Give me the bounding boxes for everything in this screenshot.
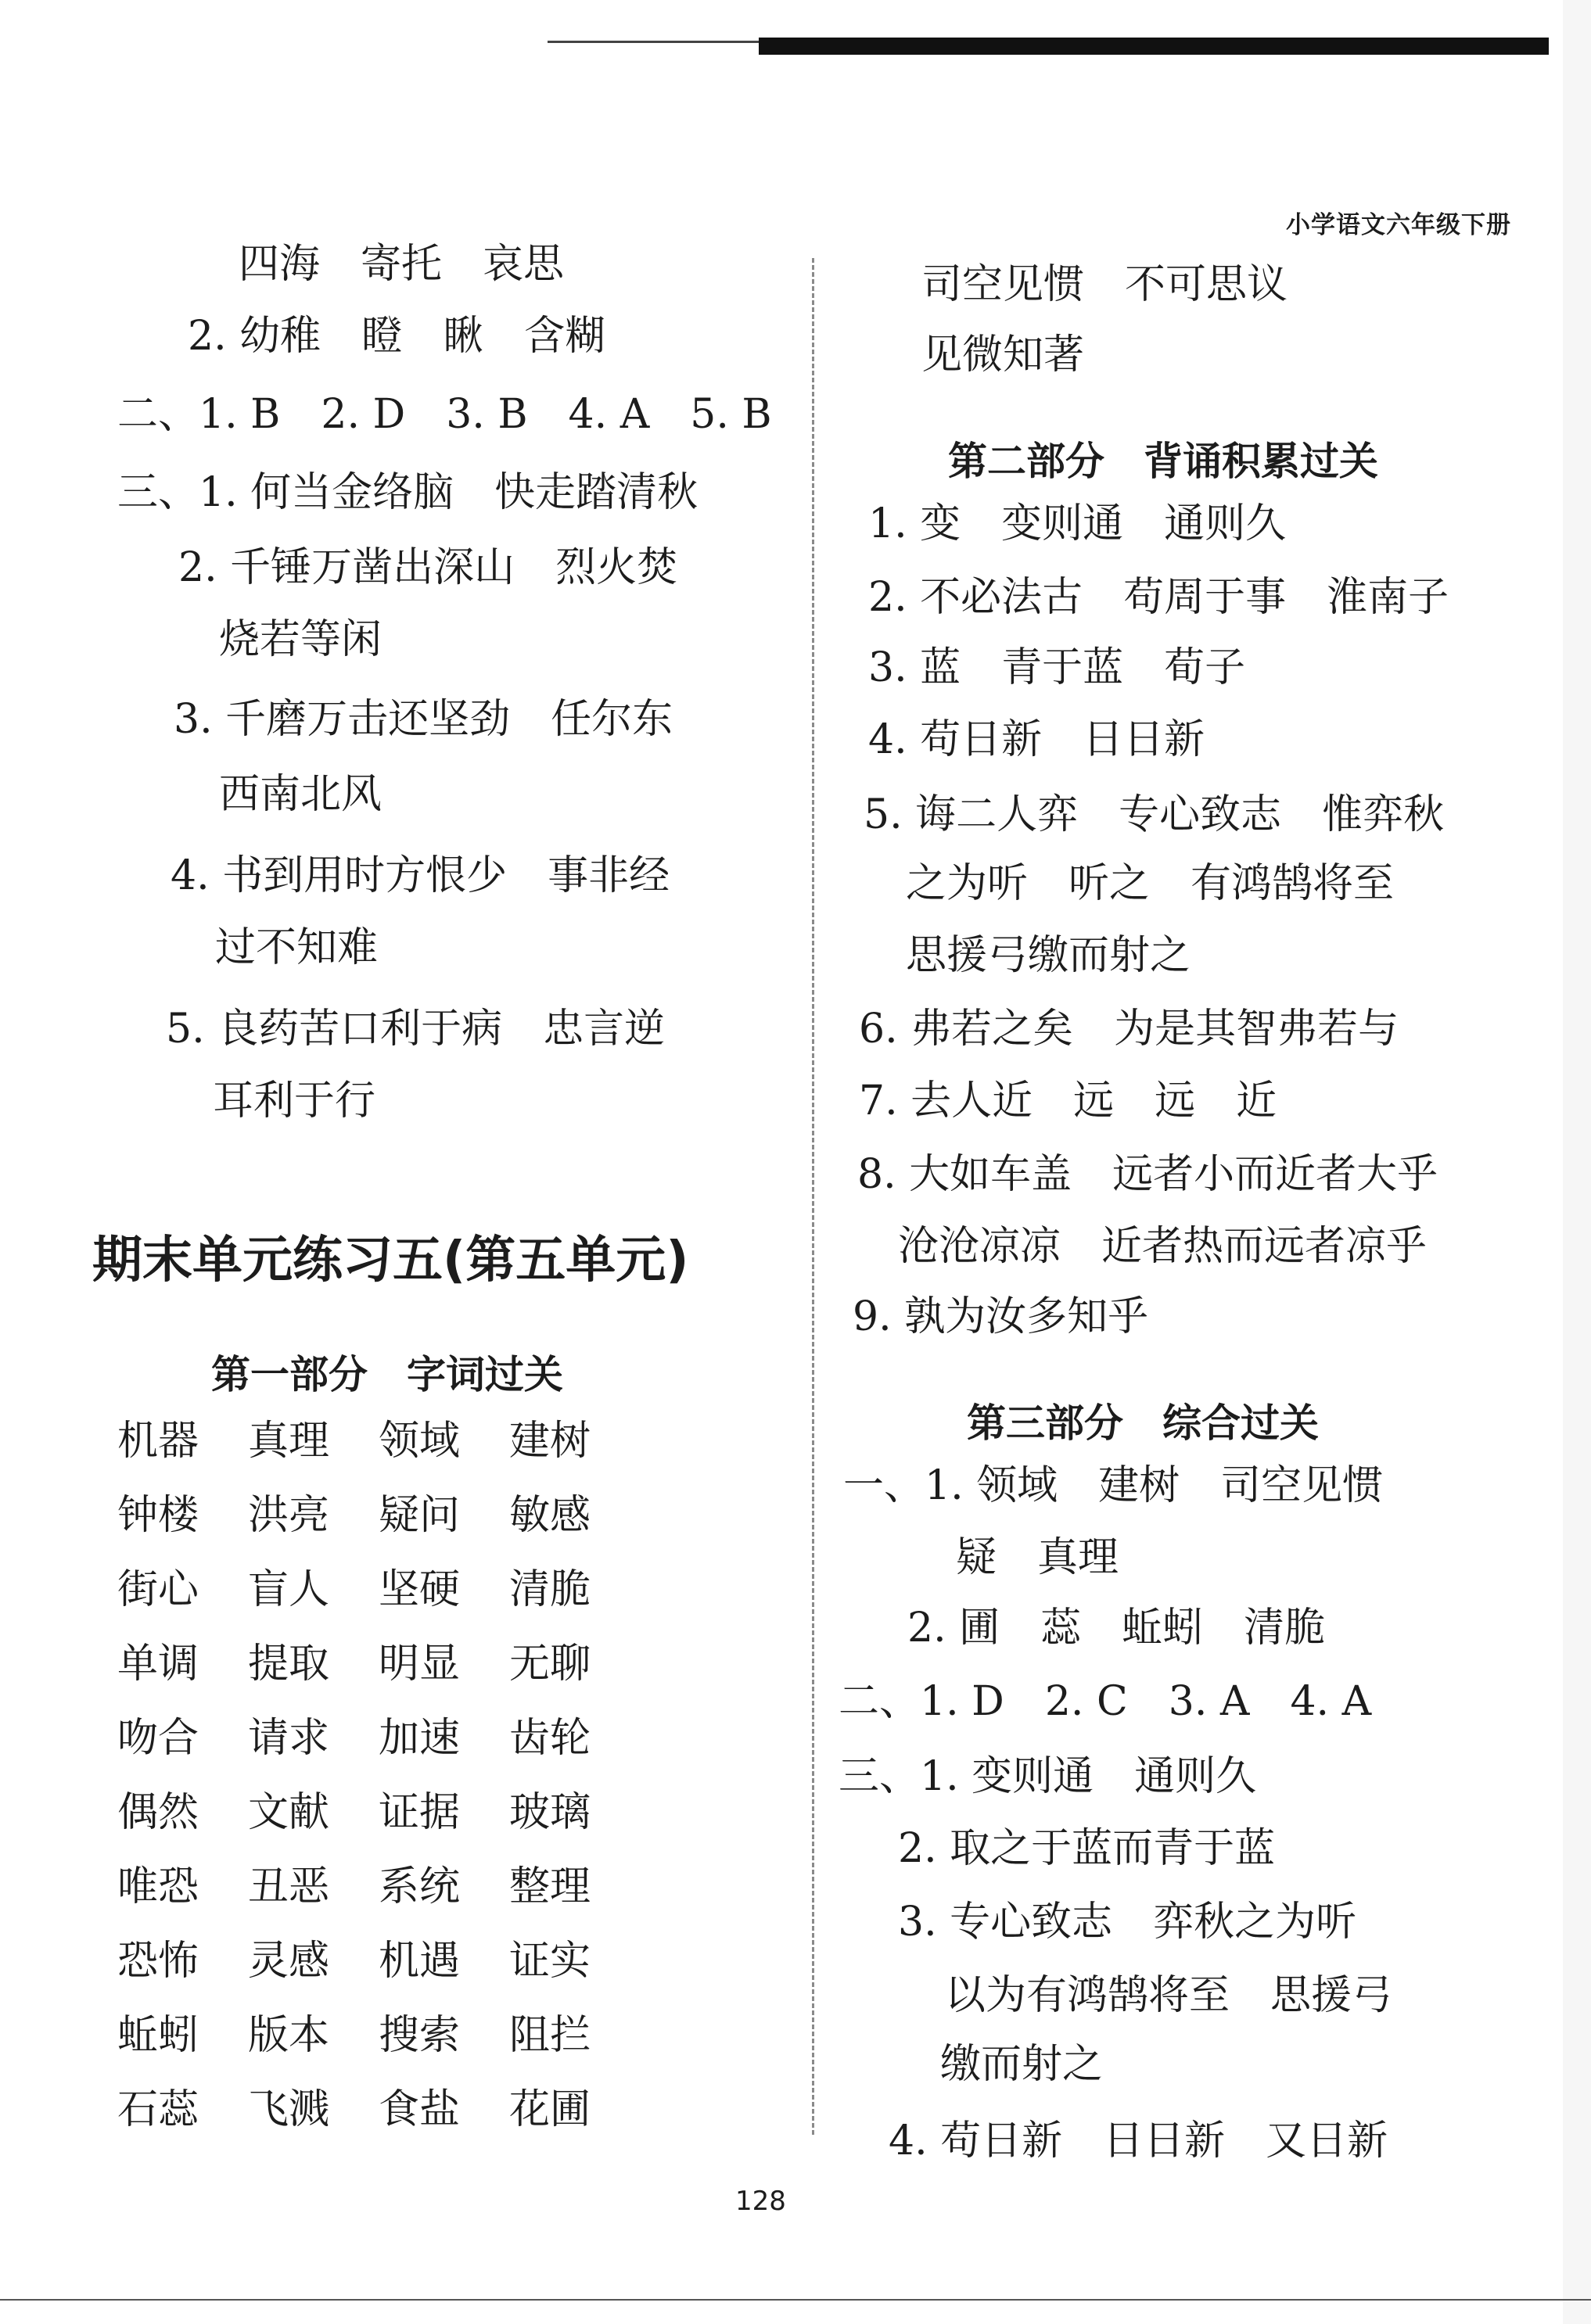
- answer-line: 5. 诲二人弈 专心致志 惟弈秋: [864, 791, 1445, 838]
- answer-line: 5. 良药苦口利于病 忠言逆: [166, 1006, 666, 1053]
- answer-line: 缴而射之: [940, 2041, 1104, 2088]
- answer-line: 2. 取之于蓝而青于蓝: [898, 1825, 1276, 1872]
- answer-line: 烧若等闲: [219, 616, 382, 663]
- answer-line: 三、1. 变则通 通则久: [839, 1753, 1257, 1800]
- answer-line: 2. 千锤万凿出深山 烈火焚: [178, 544, 678, 591]
- answer-line: 4. 苟日新 日日新: [868, 716, 1205, 763]
- part3-title: 第三部分 综合过关: [967, 1400, 1319, 1446]
- answer-line: 西南北风: [219, 771, 382, 818]
- answer-line: 一、1. 领域 建树 司空见惯: [843, 1462, 1384, 1509]
- vocab-word: 明显: [379, 1641, 461, 1687]
- vocab-row: [117, 1482, 640, 1556]
- vocab-word: 洪亮: [248, 1492, 330, 1539]
- vocab-word: 建树: [509, 1418, 591, 1465]
- vocab-word: 敏感: [509, 1492, 591, 1539]
- vocab-word: 请求: [248, 1715, 330, 1762]
- vocab-word: 吻合: [117, 1715, 199, 1762]
- vocab-word: 提取: [248, 1641, 330, 1687]
- vocab-word: 文献: [248, 1789, 330, 1836]
- vocab-word: 清脆: [509, 1566, 591, 1613]
- vocab-word: 玻璃: [509, 1789, 591, 1836]
- vocab-word: 蚯蚓: [117, 2012, 199, 2059]
- answer-line: 2. 不必法古 苟周于事 淮南子: [868, 574, 1449, 621]
- vocab-word: 食盐: [379, 2086, 461, 2133]
- vocab-word: 恐怖: [117, 1938, 199, 1985]
- vocab-word: 花圃: [509, 2086, 591, 2133]
- answer-line: 3. 专心致志 弈秋之为听: [898, 1899, 1357, 1946]
- answer-line: 二、1. D 2. C 3. A 4. A: [839, 1678, 1372, 1725]
- vocab-row: [117, 1408, 640, 1482]
- vocab-word: 证实: [509, 1938, 591, 1985]
- vocab-word: 真理: [248, 1418, 330, 1465]
- answer-line: 7. 去人近 远 远 近: [859, 1078, 1277, 1124]
- part1-title: 第一部分 字词过关: [211, 1352, 563, 1397]
- vocab-word: 街心: [117, 1566, 199, 1613]
- vocab-word: 加速: [379, 1715, 461, 1762]
- answer-line: 耳利于行: [213, 1078, 376, 1124]
- vocab-row: [117, 1705, 640, 1779]
- answer-line: 之为听 听之 有鸿鹄将至: [906, 860, 1395, 907]
- answer-line: 1. 变 变则通 通则久: [868, 500, 1287, 547]
- unit-title: 期末单元练习五(第五单元): [92, 1232, 689, 1289]
- column-divider: [812, 258, 814, 2135]
- answer-line: 三、1. 何当金络脑 快走踏清秋: [117, 469, 699, 516]
- answer-line: 3. 千磨万击还坚劲 任尔东: [174, 696, 673, 743]
- vocab-word: 唯恐: [117, 1863, 199, 1910]
- vocab-row: [117, 1630, 640, 1705]
- answer-line: 思援弓缴而射之: [906, 932, 1191, 979]
- answer-line: 4. 书到用时方恨少 事非经: [171, 852, 670, 899]
- vocab-row: [117, 1928, 640, 2002]
- answer-line: 2. 幼稚 瞪 瞅 含糊: [188, 313, 606, 360]
- answer-line: 见微知著: [921, 332, 1085, 378]
- answer-line: 疑 真理: [956, 1534, 1119, 1581]
- answer-line: 6. 弗若之矣 为是其智弗若与: [859, 1006, 1399, 1053]
- answer-line: 9. 孰为汝多知乎: [853, 1293, 1149, 1340]
- vocab-row: [117, 2076, 640, 2150]
- answer-line: 8. 大如车盖 远者小而近者大乎: [857, 1151, 1438, 1198]
- vocab-word: 盲人: [248, 1566, 330, 1613]
- answer-line: 二、1. B 2. D 3. B 4. A 5. B: [117, 391, 772, 438]
- vocab-word: 飞溅: [248, 2086, 330, 2133]
- vocab-row: [117, 1556, 640, 1630]
- vocab-word: 钟楼: [117, 1492, 199, 1539]
- answer-line: 以为有鸿鹄将至 思援弓: [945, 1972, 1393, 2019]
- vocab-word: 整理: [509, 1863, 591, 1910]
- vocab-word: 疑问: [379, 1492, 461, 1539]
- header-rule-thin: [548, 41, 767, 43]
- vocab-word: 领域: [379, 1418, 461, 1465]
- answer-line: 四海 寄托 哀思: [239, 241, 565, 288]
- answer-line: 3. 蓝 青于蓝 荀子: [868, 644, 1246, 691]
- vocab-word: 机遇: [379, 1938, 461, 1985]
- vocab-row: [117, 1853, 640, 1928]
- page-edge-shadow: [1563, 0, 1591, 2324]
- vocab-grid: [117, 1408, 640, 2150]
- vocab-word: 版本: [248, 2012, 330, 2059]
- vocab-word: 搜索: [379, 2012, 461, 2059]
- answer-line: 司空见惯 不可思议: [921, 261, 1288, 308]
- vocab-word: 阻拦: [509, 2012, 591, 2059]
- vocab-word: 石蕊: [117, 2086, 199, 2133]
- vocab-word: 齿轮: [509, 1715, 591, 1762]
- part2-title: 第二部分 背诵积累过关: [948, 439, 1378, 484]
- answer-line: 沧沧凉凉 近者热而远者凉乎: [898, 1223, 1428, 1270]
- vocab-row: [117, 2002, 640, 2076]
- header-rule: [759, 38, 1549, 55]
- bottom-rule: [0, 2299, 1591, 2301]
- vocab-word: 坚硬: [379, 1566, 461, 1613]
- vocab-word: 灵感: [248, 1938, 330, 1985]
- page-number: 128: [735, 2186, 786, 2217]
- vocab-row: [117, 1779, 640, 1853]
- vocab-word: 丑恶: [248, 1863, 330, 1910]
- vocab-word: 机器: [117, 1418, 199, 1465]
- vocab-word: 单调: [117, 1641, 199, 1687]
- book-title: 小学语文六年级下册: [1286, 211, 1511, 239]
- answer-line: 2. 圃 蕊 蚯蚓 清脆: [907, 1605, 1326, 1652]
- vocab-word: 偶然: [117, 1789, 199, 1836]
- vocab-word: 系统: [379, 1863, 461, 1910]
- vocab-word: 证据: [379, 1789, 461, 1836]
- answer-line: 过不知难: [215, 924, 379, 971]
- vocab-word: 无聊: [509, 1641, 591, 1687]
- answer-line: 4. 苟日新 日日新 又日新: [889, 2118, 1388, 2164]
